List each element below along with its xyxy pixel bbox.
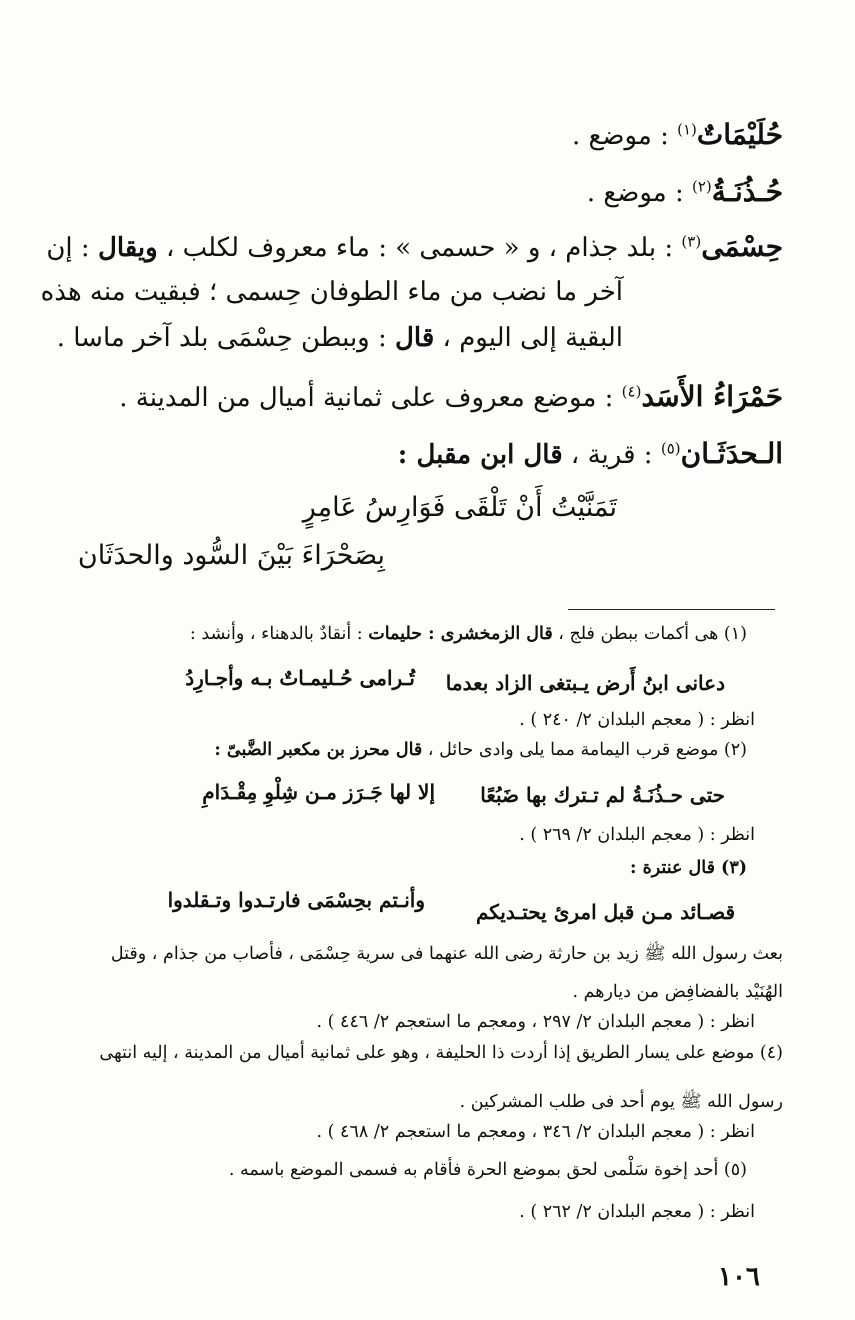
footnote-3-verse-b: وأنـتم بحِسْمَى فارتـدوا وتـقلدوا	[167, 888, 425, 912]
footnote-marker: (٢)	[692, 177, 712, 196]
entry-text-bold: قال ابن مقبل :	[397, 440, 563, 470]
footnote-1-ref: انظر : ( معجم البلدان ٢/ ٢٤٠ ) .	[519, 710, 755, 730]
entry-halimat	[572, 118, 783, 151]
poem-hemistich-1: تَمَنَّيْتُ أَنْ تَلْقَى فَوَارِسُ عَامِرٍ	[302, 492, 617, 523]
footnote-4-line: (٤) موضع على يسار الطريق إذا أردت ذا الحليفة ، وهو على ثمانية أميال من المدينة ، إليه انتهى	[99, 1043, 783, 1063]
entry-heading: حُلَيْمَاتٌ	[696, 118, 783, 151]
footnote-3-line3: الهُنَيْد بالفضافِض من ديارهم .	[572, 982, 783, 1002]
entry-hudhuna	[587, 175, 783, 208]
footnote-2-verse-b: إلا لها جَـرَز مـن شِلْوِ مِقْـدَامِ	[202, 780, 435, 804]
entry-text-bold: قال	[395, 323, 435, 353]
entry-text: : قرية ،	[562, 440, 661, 470]
footnote-4-line2: رسول الله ﷺ يوم أحد فى طلب المشركين .	[459, 1092, 783, 1112]
entry-hisma-line2: آخر ما نضب من ماء الطوفان حِسمى ؛ فبقيت منه هذه	[40, 277, 623, 307]
footnote-marker: (٣)	[681, 232, 702, 251]
footnote-1-verse-a: دعانى ابنُ أَرض يـبتغى الزاد بعدما	[445, 671, 725, 695]
footnote-2-verse-a: حتى حـذُنَـةُ لم تـترك بها ضَبُعًا	[480, 783, 725, 807]
footnote-1-verse-b: تُـرامى حُـليمـاتٌ بـه وأجـارِدُ	[185, 666, 415, 690]
poem-hemistich-2: بِصَحْرَاءَ بَيْنَ السُّود والحدَثَان	[77, 540, 385, 571]
footnote-3-ref: انظر : ( معجم البلدان ٢/ ٢٩٧ ، ومعجم ما استعجم ٢/ ٤٤٦ ) .	[316, 1012, 755, 1032]
entry-heading: حُـذُنَـةُ	[711, 175, 783, 208]
footnote-text: (١) هى أكمات ببطن فلج ،	[552, 624, 747, 644]
footnote-3-line: (٣) قال عنترة :	[630, 858, 747, 878]
entry-text: : وببطن حِسْمَى بلد آخر ماسا .	[56, 323, 396, 353]
entry-text: : بلد جذام ، و « حسمى » : ماء معروف لكلب ،	[157, 233, 674, 263]
footnote-3-line2: بعث رسول الله ﷺ زيد بن حارثة رضى الله عنهما فى سرية حِسْمَى ، فأصاب من جذام ، وقتل	[110, 944, 783, 964]
footnote-text: (٢) موضع قرب اليمامة مما يلى وادى حائل ،	[422, 740, 747, 760]
footnote-text-bold: قال الزمخشرى : حليمات	[368, 624, 553, 644]
footnote-marker: (٤)	[621, 382, 642, 401]
footnote-separator	[568, 609, 775, 610]
footnote-marker: (٥)	[660, 439, 681, 458]
entry-hisma-line3	[57, 323, 623, 353]
footnote-5-line: (٥) أحد إخوة سَلْمى لحق بموضع الحرة فأقام به فسمى الموضع باسمه .	[228, 1160, 747, 1180]
entry-heading: حِسْمَى	[701, 230, 783, 263]
footnote-2-line	[214, 740, 747, 760]
footnote-text: : أنقادٌ بالدهناء ، وأنشد :	[189, 624, 369, 644]
entry-text: : إن	[46, 233, 98, 263]
entry-text: : موضع .	[572, 121, 669, 151]
footnote-5-ref: انظر : ( معجم البلدان ٢/ ٢٦٢ ) .	[519, 1202, 755, 1222]
footnote-1-line	[190, 624, 747, 644]
footnote-text-bold: قال محرز بن مكعبر الضَّبىّ :	[214, 740, 423, 760]
footnote-3-verse-a: قصـائد مـن قبل امرئ يحتـديكم	[475, 900, 735, 924]
entry-heading: الـحدَثَـان	[680, 437, 783, 470]
footnote-4-ref: انظر : ( معجم البلدان ٢/ ٣٤٦ ، ومعجم ما استعجم ٢/ ٤٦٨ ) .	[316, 1122, 755, 1142]
entry-text: البقية إلى اليوم ،	[434, 323, 623, 353]
footnote-2-ref: انظر : ( معجم البلدان ٢/ ٢٦٩ ) .	[519, 825, 755, 845]
entry-text-bold: ويقال	[97, 233, 158, 263]
entry-text: : موضع معروف على ثمانية أميال من المدينة .	[119, 383, 614, 413]
entry-text: : موضع .	[586, 178, 684, 208]
footnote-marker: (١)	[677, 120, 697, 139]
entry-heading: حَمْرَاءُ الأَسَد	[641, 380, 783, 413]
entry-hamra-al-asad	[119, 380, 783, 413]
page-number: ١٠٦	[718, 1262, 760, 1292]
entry-hisma-line1	[46, 230, 783, 263]
entry-al-hadathan	[398, 437, 783, 470]
